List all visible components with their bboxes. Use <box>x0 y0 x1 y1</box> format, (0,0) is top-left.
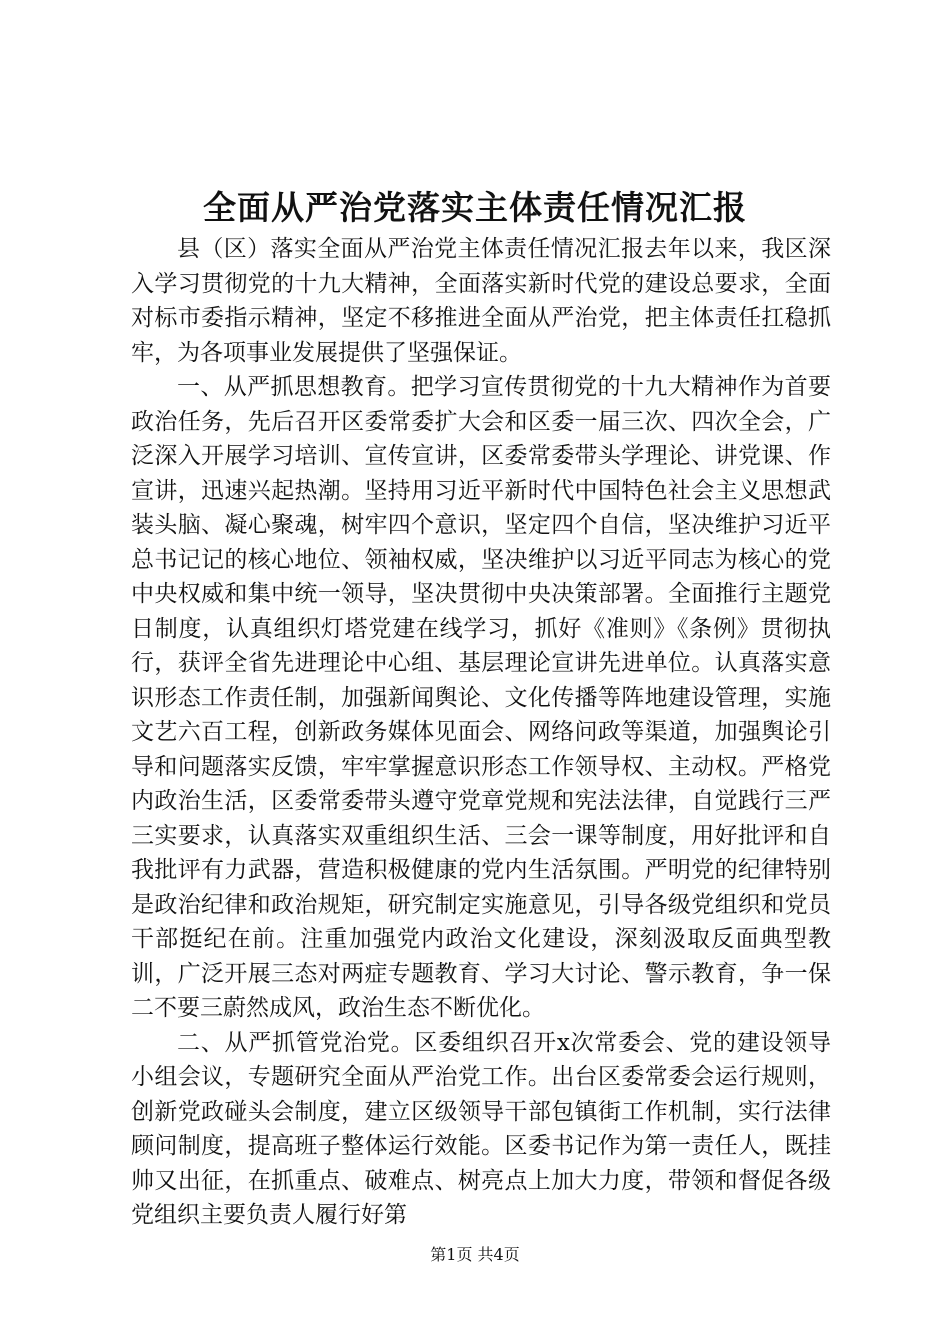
page-number-footer: 第1页 共4页 <box>430 1245 520 1264</box>
document-title: 全面从严治党落实主体责任情况汇报 <box>203 188 747 227</box>
paragraph-ideology-education: 一、从严抓思想教育。把学习宣传贯彻党的十九大精神作为首要政治任务，先后召开区委常委扩大会和区委一届三次、四次全会，广泛深入开展学习培训、宣传宣讲，区委常委带头学理论、讲党课、作宣讲，迅速兴起热潮。坚持用习近平新时代中国特色社会主义思想武装头脑、凝心聚魂，树牢四个意识，坚定四个自信，坚决维护习近平总书记记的核心地位、领袖权威，坚决维护以习近平同志为核心的党中央权威和集中统一领导，坚决贯彻中央决策部署。全面推行主题党日制度，认真组织灯塔党建在线学习，抓好《准则》《条例》贯彻执行，获评全省先进理论中心组、基层理论宣讲先进单位。认真落实意识形态工作责任制，加强新闻舆论、文化传播等阵地建设管理，实施文艺六百工程，创新政务媒体见面会、网络问政等渠道，加强舆论引导和问题落实反馈，牢牢掌握意识形态工作领导权、主动权。严格党内政治生活，区委常委带头遵守党章党规和宪法法律，自觉践行三严三实要求，认真落实双重组织生活、三会一课等制度，用好批评和自我批评有力武器，营造积极健康的党内生活氛围。严明党的纪律特别是政治纪律和政治规矩，研究制定实施意见，引导各级党组织和党员干部挺纪在前。注重加强党内政治文化建设，深刻汲取反面典型教训，广泛开展三态对两症专题教育、学习大讨论、警示教育，争一保二不要三蔚然成风，政治生态不断优化。 <box>131 374 831 1021</box>
document-body <box>131 232 831 1233</box>
paragraph-party-governance: 二、从严抓管党治党。区委组织召开x次常委会、党的建设领导小组会议，专题研究全面从严治党工作。出台区委常委会运行规则，创新党政碰头会制度，建立区级领导干部包镇街工作机制，实行法律顾问制度，提高班子整体运行效能。区委书记作为第一责任人，既挂帅又出征，在抓重点、破难点、树亮点上加大力度，带领和督促各级党组织主要负责人履行好第 <box>131 1029 831 1228</box>
paragraph-intro: 县（区）落实全面从严治党主体责任情况汇报去年以来，我区深入学习贯彻党的十九大精神，全面落实新时代党的建设总要求，全面对标市委指示精神，坚定不移推进全面从严治党，把主体责任扛稳抓牢，为各项事业发展提供了坚强保证。 <box>131 236 831 366</box>
